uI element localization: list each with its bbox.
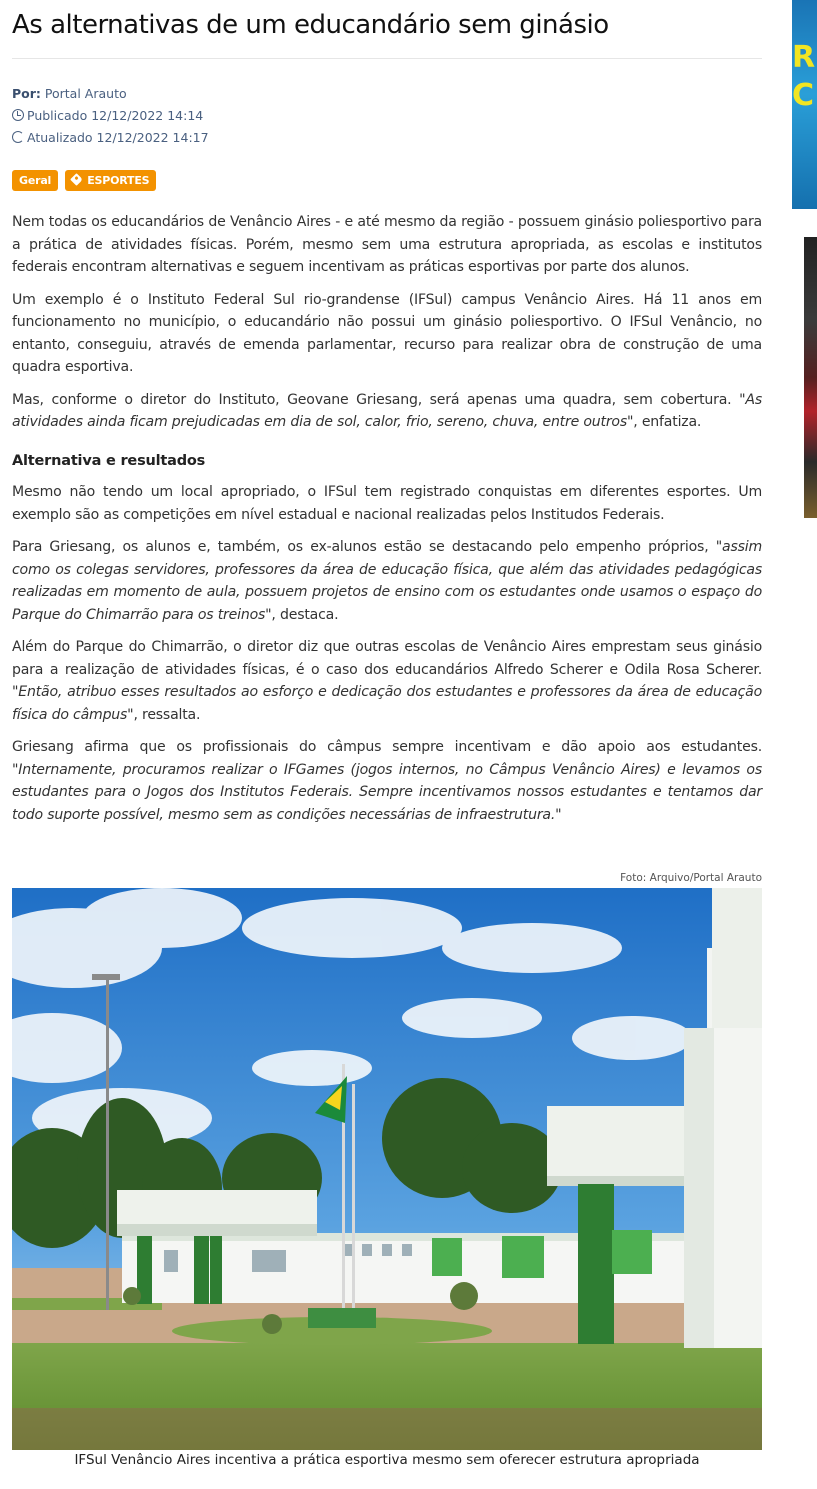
tag-list (12, 169, 762, 191)
clock-icon (12, 109, 24, 121)
paragraph-6-end: , ressalta. (133, 706, 201, 723)
campus-photo-illustration (12, 888, 762, 1450)
paragraph-5-text: Para Griesang, os alunos e, também, os ex-alunos estão se destacando pelo empenho próprios, (12, 539, 716, 555)
quote-1: "As atividades ainda ficam prejudicadas em dia de sol, calor, frio, sereno, chuva, entre outros" (12, 391, 762, 430)
tag-esportes-label: ESPORTES (87, 174, 150, 187)
photo-caption: IFSul Venâncio Aires incentiva a prática esportiva mesmo sem oferecer estrutura apropriada (74, 1452, 700, 1468)
title-divider (12, 58, 762, 59)
updated-date: Atualizado 12/12/2022 14:17 (27, 130, 209, 145)
published-line (12, 105, 762, 127)
tag-geral[interactable]: Geral (12, 170, 58, 191)
sidebar-ad-banner-2[interactable] (804, 237, 817, 518)
paragraph-3 (12, 389, 762, 434)
paragraph-5 (12, 536, 762, 626)
refresh-icon (12, 131, 24, 143)
article-photo[interactable] (12, 888, 762, 1450)
paragraph-3-text: Mas, conforme o diretor do Instituto, Geovane Griesang, será apenas uma quadra, sem cobertura. (12, 391, 740, 408)
photo-credit: Foto: Arquivo/Portal Arauto (620, 872, 762, 884)
published-date: Publicado 12/12/2022 14:14 (27, 108, 204, 123)
paragraph-7-text: Griesang afirma que os profissionais do câmpus sempre incentivam e dão apoio aos estudantes. (12, 739, 762, 755)
paragraph-5-end: , destaca. (271, 606, 339, 623)
paragraph-4: Mesmo não tendo um local apropriado, o IFSul tem registrado conquistas em diferentes esportes. Um exemplo são as competições em nível estadual e nacional realizadas pelos Institudos Federais. (12, 484, 762, 523)
author-link[interactable]: Portal Arauto (44, 86, 127, 101)
ad-glyph-1: R (792, 40, 816, 75)
article-body (12, 211, 762, 826)
page-title: As alternativas de um educandário sem ginásio (12, 10, 609, 40)
paragraph-6 (12, 636, 762, 726)
quote-4: "Internamente, procuramos realizar o IFGames (jogos internos, no Câmpus Venâncio Aires) e levamos os estudantes para o Jogos dos Institutos Federais. Sempre incentivamos nossos estudantes e tentamos dar todo suporte possível, mesmo sem as condições necessárias de infraestrutura." (12, 761, 762, 823)
tag-icon (70, 173, 83, 186)
author-line (12, 83, 762, 105)
updated-line (12, 127, 762, 149)
paragraph-2: Um exemplo é o Instituto Federal Sul rio-grandense (IFSul) campus Venâncio Aires. Há 11 anos em funcionamento no município, o educandário não possui um ginásio poliesportivo. O IFSul Venâncio, no entanto, conseguiu, através de emenda parlamentar, recurso para realizar obra de construção de uma quadra esportiva. (12, 291, 762, 375)
tag-esportes[interactable] (65, 170, 156, 191)
paragraph-7 (12, 736, 762, 826)
quote-3: "Então, atribuo esses resultados ao esforço e dedicação dos estudantes e professores da área de educação física do câmpus" (12, 684, 762, 723)
section-subtitle: Alternativa e resultados (12, 452, 206, 469)
sidebar-ad-banner[interactable] (792, 0, 817, 209)
paragraph-6-text: Além do Parque do Chimarrão, o diretor diz que outras escolas de Venâncio Aires emprestam seus ginásio para a realização de atividades físicas, é o caso dos educandários Alfredo Scherer e Odila Rosa Scherer. (12, 639, 762, 678)
paragraph-3-end: , enfatiza. (633, 414, 702, 430)
paragraph-1: Nem todas os educandários de Venâncio Aires - e até mesmo da região - possuem ginásio poliesportivo para a prática de atividades físicas. Porém, mesmo sem uma estrutura apropriada, as escolas e institutos federais encontram alternativas e seguem incentivam as práticas esportivas por parte dos alunos. (12, 214, 762, 275)
ad-glyph-2: C (792, 78, 815, 113)
author-label: Por: (12, 86, 41, 101)
quote-2: "assim como os colegas servidores, professores da área de educação física, que além das atividades pedagógicas realizadas em momento de aula, possuem projetos de ensino com os estudantes onde usamos o espaço do Parque do Chimarrão para os treinos" (12, 539, 762, 623)
article (12, 0, 762, 836)
article-meta (12, 83, 762, 149)
